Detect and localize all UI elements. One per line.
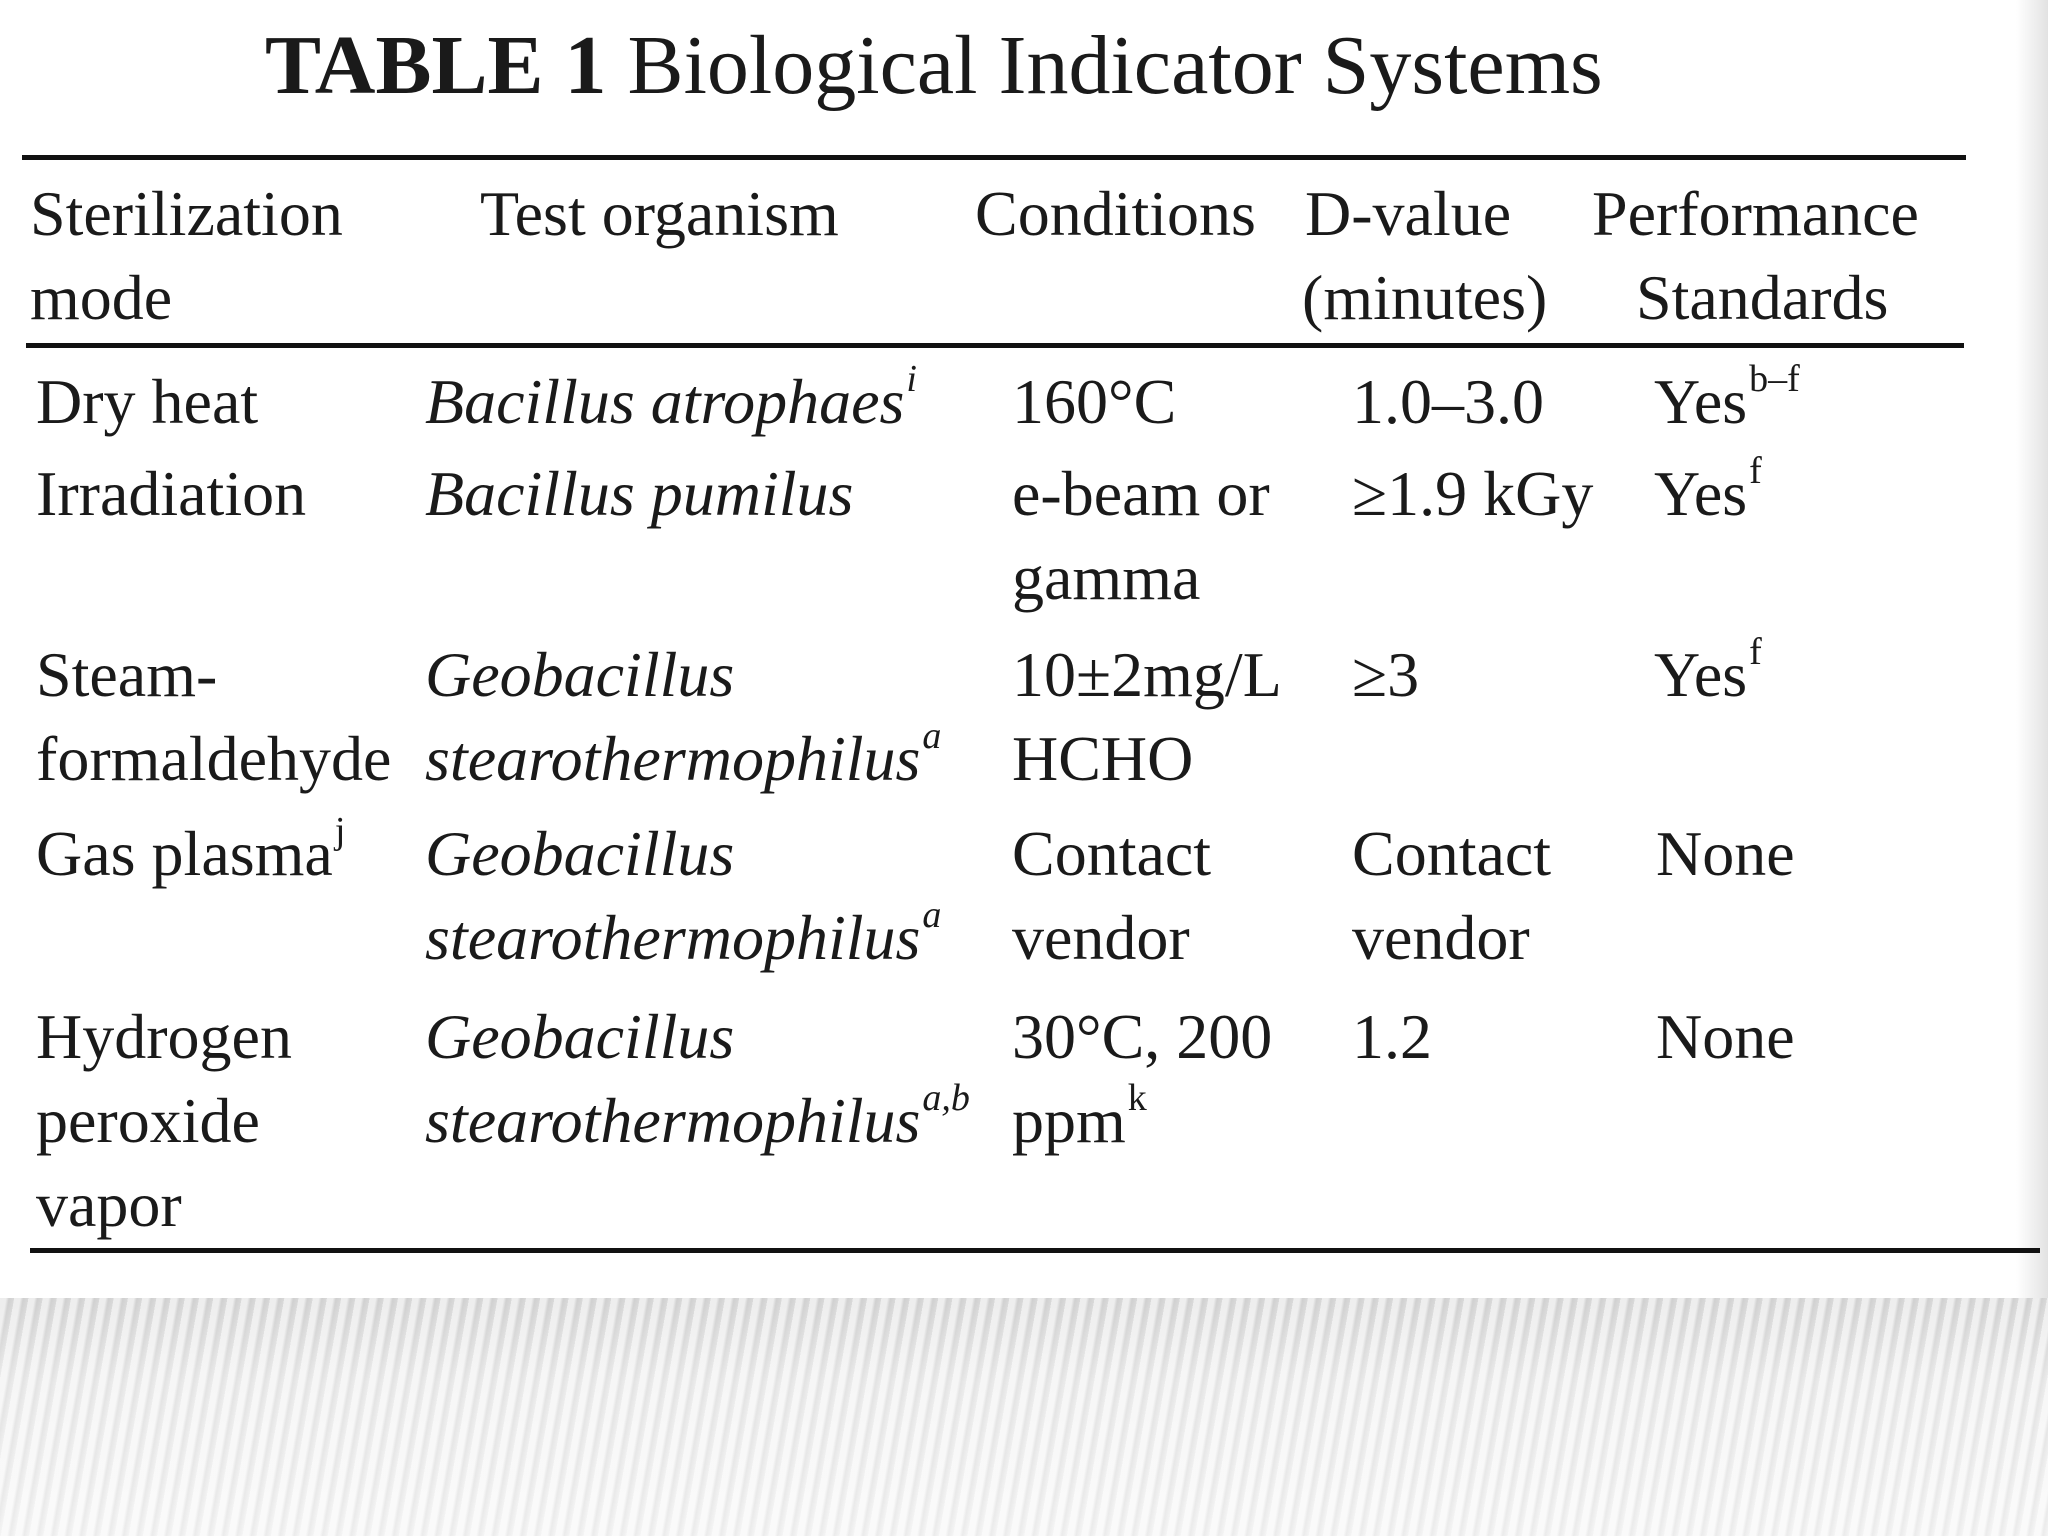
cell-mode <box>36 995 292 1247</box>
cell-organism-line <box>425 357 917 444</box>
cell-conditions-text: gamma <box>1012 542 1201 613</box>
cell-conditions-line <box>1012 633 1282 717</box>
cell-conditions-line <box>1012 717 1282 801</box>
cell-organism-text: Bacillus atrophaes <box>425 366 905 437</box>
header-conditions: Conditions <box>975 178 1256 249</box>
cell-organism-footnote-mark: a,b <box>922 1076 970 1119</box>
cell-dvalue-line <box>1352 896 1551 980</box>
header-mode: mode <box>30 262 173 333</box>
cell-dvalue-line <box>1352 360 1544 444</box>
top-rule <box>22 155 1966 160</box>
cell-mode-line <box>36 1079 292 1163</box>
cell-dvalue-text: vendor <box>1352 902 1530 973</box>
cell-organism-text: Geobacillus <box>425 1001 735 1072</box>
cell-dvalue-line <box>1352 633 1419 717</box>
cell-mode <box>36 452 306 536</box>
cell-conditions-text: 10±2mg/L <box>1012 639 1282 710</box>
cell-performance <box>1656 995 1795 1079</box>
page-edge-shadow <box>2016 0 2048 1298</box>
cell-mode-text: Dry heat <box>36 366 259 437</box>
cell-dvalue <box>1352 995 1432 1079</box>
cell-conditions-line <box>1012 360 1176 444</box>
cell-mode-footnote-mark: j <box>334 809 346 852</box>
cell-performance-text: None <box>1656 1001 1795 1072</box>
cell-organism <box>425 995 970 1163</box>
cell-conditions-footnote-mark: k <box>1127 1076 1147 1119</box>
cell-conditions-line <box>1012 995 1272 1079</box>
cell-dvalue-text: ≥3 <box>1352 639 1420 710</box>
cell-organism <box>425 452 853 536</box>
bottom-rule <box>30 1248 2040 1253</box>
cell-mode-line <box>36 452 306 536</box>
cell-conditions-line <box>1012 452 1270 536</box>
cell-organism-footnote-mark: a <box>922 714 942 757</box>
cell-dvalue-text: ≥1.9 kGy <box>1352 458 1594 529</box>
cell-mode-line <box>36 995 292 1079</box>
cell-performance-footnote-mark: b–f <box>1749 357 1800 400</box>
decorative-footer-band <box>0 1298 2048 1536</box>
cell-dvalue <box>1352 812 1551 980</box>
cell-performance-text: None <box>1656 818 1795 889</box>
cell-conditions <box>1012 995 1272 1163</box>
header-dvalue: (minutes) <box>1302 262 1548 333</box>
cell-organism-line <box>425 995 970 1079</box>
cell-conditions-text: e-beam or <box>1012 458 1270 529</box>
cell-performance-text: Yes <box>1654 366 1748 437</box>
cell-dvalue <box>1352 633 1419 717</box>
cell-organism-text: stearothermophilus <box>425 1085 921 1156</box>
cell-organism-line <box>425 633 941 717</box>
cell-organism-text: stearothermophilus <box>425 902 921 973</box>
header-performance: Standards <box>1636 262 1889 333</box>
cell-organism <box>425 633 941 801</box>
cell-dvalue <box>1352 360 1544 444</box>
table-caption: Biological Indicator Systems <box>627 19 1603 112</box>
cell-conditions-text: ppm <box>1012 1085 1126 1156</box>
header-rule <box>26 343 1964 348</box>
cell-conditions-text: vendor <box>1012 902 1190 973</box>
cell-performance-text: Yes <box>1654 639 1748 710</box>
cell-dvalue-line <box>1352 812 1551 896</box>
cell-mode <box>36 809 346 896</box>
cell-organism <box>425 812 941 980</box>
cell-mode-text: vapor <box>36 1169 182 1240</box>
cell-mode <box>36 633 391 801</box>
cell-dvalue-text: 1.0–3.0 <box>1352 366 1544 437</box>
cell-performance <box>1654 449 1762 536</box>
cell-dvalue-line <box>1352 995 1432 1079</box>
cell-conditions <box>1012 360 1176 444</box>
cell-organism-line <box>425 452 853 536</box>
cell-mode-text: peroxide <box>36 1085 260 1156</box>
table-number: TABLE 1 <box>265 19 607 112</box>
cell-conditions <box>1012 452 1270 620</box>
cell-organism-text: stearothermophilus <box>425 723 921 794</box>
cell-performance-footnote-mark: f <box>1749 630 1762 673</box>
cell-performance <box>1656 812 1795 896</box>
cell-conditions-text: 160°C <box>1012 366 1177 437</box>
cell-mode-text: Irradiation <box>36 458 307 529</box>
header-organism: Test organism <box>480 178 839 249</box>
cell-mode <box>36 360 258 444</box>
cell-conditions-line <box>1012 812 1211 896</box>
cell-mode-text: Gas plasma <box>36 818 333 889</box>
cell-mode-text: Steam- <box>36 639 218 710</box>
cell-mode-text: Hydrogen <box>36 1001 292 1072</box>
cell-mode-line <box>36 809 346 896</box>
cell-mode-text: formaldehyde <box>36 723 392 794</box>
cell-conditions-text: HCHO <box>1012 723 1194 794</box>
cell-dvalue <box>1352 452 1593 536</box>
cell-conditions-line <box>1012 1076 1272 1163</box>
cell-conditions <box>1012 812 1211 980</box>
cell-performance <box>1654 357 1800 444</box>
cell-mode-line <box>36 360 258 444</box>
cell-dvalue-text: Contact <box>1352 818 1552 889</box>
cell-mode-line <box>36 1163 292 1247</box>
cell-performance <box>1654 630 1762 717</box>
cell-conditions-text: 30°C, 200 <box>1012 1001 1273 1072</box>
cell-dvalue-line <box>1352 452 1593 536</box>
cell-organism-line <box>425 1076 970 1163</box>
table-title <box>265 16 1603 116</box>
cell-conditions-line <box>1012 536 1270 620</box>
cell-mode-line <box>36 633 391 717</box>
header-dvalue: D-value <box>1305 178 1512 249</box>
cell-organism-line <box>425 812 941 896</box>
cell-dvalue-text: 1.2 <box>1352 1001 1432 1072</box>
cell-conditions <box>1012 633 1282 801</box>
cell-organism-footnote-mark: a <box>922 893 942 936</box>
header-mode: Sterilization <box>30 178 343 249</box>
cell-organism-line <box>425 893 942 980</box>
cell-organism-text: Geobacillus <box>425 818 735 889</box>
cell-performance-text: Yes <box>1654 458 1748 529</box>
cell-conditions-text: Contact <box>1012 818 1212 889</box>
cell-mode-line <box>36 717 391 801</box>
cell-organism-footnote-mark: i <box>906 357 917 400</box>
cell-organism-text: Bacillus pumilus <box>425 458 854 529</box>
cell-organism-line <box>425 714 942 801</box>
cell-performance-footnote-mark: f <box>1749 449 1762 492</box>
cell-organism-text: Geobacillus <box>425 639 735 710</box>
cell-conditions-line <box>1012 896 1211 980</box>
header-performance: Performance <box>1592 178 1919 249</box>
cell-organism <box>425 357 917 444</box>
